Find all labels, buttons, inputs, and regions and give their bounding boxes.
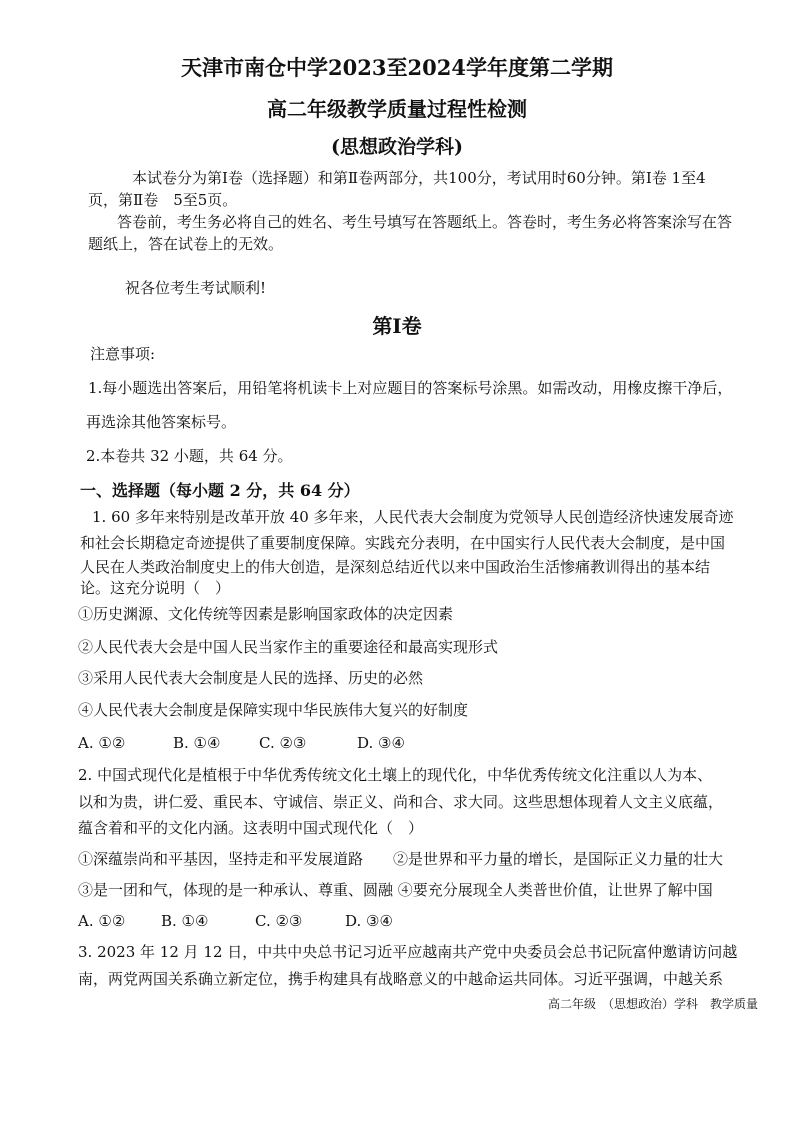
- intro-line-2: 页，第Ⅱ卷 5至5页。: [88, 191, 238, 209]
- q1-option-d[interactable]: D. ③④: [357, 734, 405, 752]
- notes-label: 注意事项:: [90, 345, 156, 363]
- q2-options: [78, 911, 393, 931]
- page-footer: 高二年级 （思想政治）学科 教学质量: [547, 997, 758, 1011]
- q1-option-b[interactable]: B. ①④: [173, 734, 221, 752]
- intro-line-3: 答卷前，考生务必将自己的姓名、考生号填写在答题纸上。答卷时，考生务必将答案涂写在答: [117, 213, 733, 231]
- intro-line-1: 本试卷分为第Ⅰ卷（选择题）和第Ⅱ卷两部分，共100分，考试用时60分钟。第Ⅰ卷 1至4: [132, 169, 706, 187]
- section-title: 第Ⅰ卷: [372, 314, 422, 338]
- exam-subtitle: 高二年级教学质量过程性检测: [267, 97, 527, 121]
- q1-line-4: 论。这充分说明（ ）: [80, 579, 231, 597]
- exam-title: 天津市南仓中学2023至2024学年度第二学期: [181, 55, 613, 80]
- q2-statements-1: ①深蕴崇尚和平基因，坚持走和平发展道路 ②是世界和平力量的增长，是国际正义力量的壮大: [78, 850, 724, 868]
- q2-line-2: 以和为贵，讲仁爱、重民本、守诚信、崇正义、尚和合、求大同。这些思想体现着人文主义底蕴，: [78, 793, 724, 811]
- q2-option-d[interactable]: D. ③④: [345, 912, 393, 930]
- q1-options: [78, 733, 405, 753]
- q2-statements-2: ③是一团和气，体现的是一种承认、尊重、圆融 ④要充分展现全人类普世价值，让世界了解中国: [78, 881, 713, 899]
- part-heading: 一、选择题（每小题 2 分，共 64 分）: [80, 481, 360, 500]
- q1-statement-3: ③采用人民代表大会制度是人民的选择、历史的必然: [78, 669, 424, 687]
- q1-statement-2: ②人民代表大会是中国人民当家作主的重要途径和最高实现形式: [78, 638, 499, 656]
- q2-line-3: 蕴含着和平的文化内涵。这表明中国式现代化（ ）: [78, 819, 424, 837]
- note-1a: 1.每小题选出答案后，用铅笔将机读卡上对应题目的答案标号涂黑。如需改动，用橡皮擦干净后，: [88, 379, 733, 397]
- q3-line-2: 南，两党两国关系确立新定位，携手构建具有战略意义的中越命运共同体。习近平强调，中越关系: [78, 970, 724, 988]
- q1-line-1: 1. 60 多年来特别是改革开放 40 多年来，人民代表大会制度为党领导人民创造经济快速发展奇迹: [92, 508, 734, 526]
- q1-statement-1: ①历史渊源、文化传统等因素是影响国家政体的决定因素: [78, 605, 454, 623]
- q1-line-3: 人民在人类政治制度史上的伟大创造，是深刻总结近代以来中国政治生活惨痛教训得出的基本结: [80, 558, 711, 576]
- intro-line-4: 题纸上，答在试卷上的无效。: [88, 235, 284, 253]
- q1-option-a[interactable]: A. ①②: [78, 734, 126, 752]
- q1-statement-4: ④人民代表大会制度是保障实现中华民族伟大复兴的好制度: [78, 701, 469, 719]
- q2-option-a[interactable]: A. ①②: [78, 912, 126, 930]
- exam-subject: (思想政治学科): [331, 136, 463, 158]
- q1-line-2: 和社会长期稳定奇迹提供了重要制度保障。实践充分表明，在中国实行人民代表大会制度，是中国: [80, 534, 726, 552]
- note-2: 2.本卷共 32 小题，共 64 分。: [86, 447, 293, 465]
- q3-line-1: 3. 2023 年 12 月 12 日，中共中央总书记习近平应越南共产党中央委员会总书记阮富仲邀请访问越: [78, 943, 738, 961]
- q1-option-c[interactable]: C. ②③: [259, 734, 307, 752]
- note-1b: 再选涂其他答案标号。: [86, 413, 237, 431]
- q2-option-c[interactable]: C. ②③: [255, 912, 303, 930]
- q2-line-1: 2. 中国式现代化是植根于中华优秀传统文化土壤上的现代化，中华优秀传统文化注重以人为本、: [78, 766, 713, 784]
- q2-option-b[interactable]: B. ①④: [161, 912, 209, 930]
- good-luck-text: 祝各位考生考试顺利!: [125, 279, 267, 297]
